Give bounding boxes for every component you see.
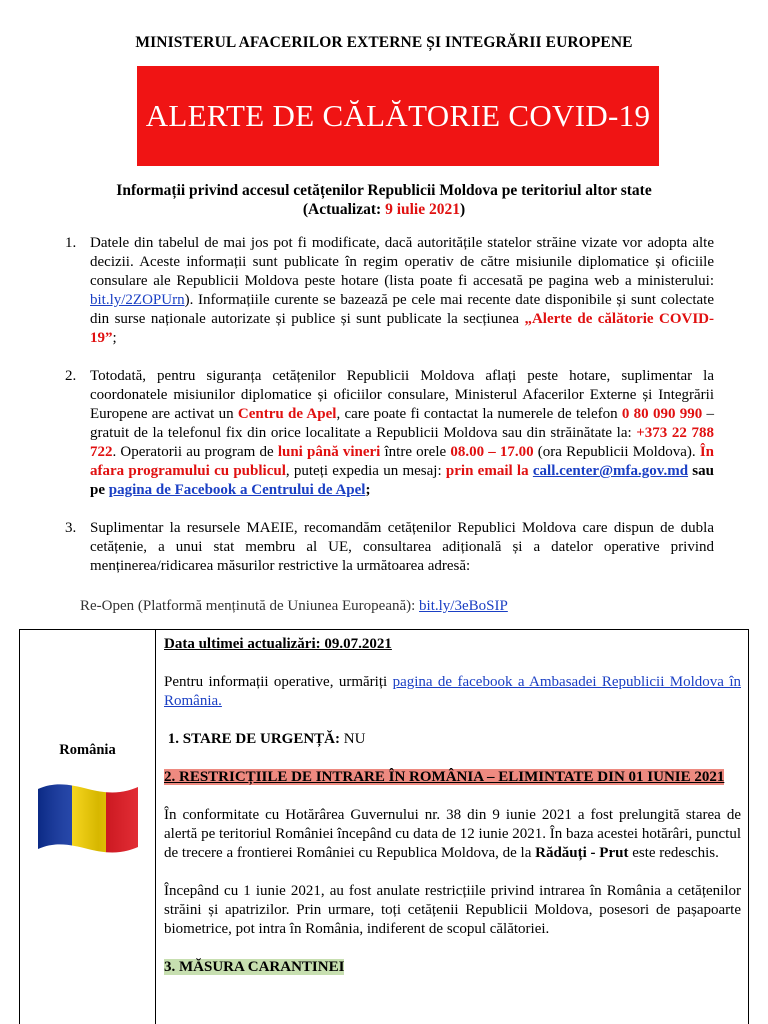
entry-restrictions-heading: 2. RESTRICȚIILE DE INTRARE ÎN ROMÂNIA – ELIMINTATE DIN 01 IUNIE 2021 bbox=[164, 769, 725, 785]
working-hours: 08.00 – 17.00 bbox=[450, 444, 534, 460]
country-info-table bbox=[19, 629, 749, 1024]
last-update: Data ultimei actualizări: 09.07.2021 bbox=[164, 636, 392, 652]
point-text: (ora Republicii Moldova). bbox=[533, 444, 700, 460]
point-text: Totodată, pentru siguranța cetățenilor Republicii Moldova aflați peste hotare, suplimentar la coordonatele misiunilor diplomatice și oficiilor consulare, Ministerul Afacerilor Externe și Integrării Europene are activat un bbox=[90, 368, 714, 422]
free-phone-number: 0 80 090 990 bbox=[621, 406, 703, 422]
list-item bbox=[65, 234, 714, 348]
country-details-cell bbox=[156, 630, 749, 1024]
outside-hours-note: În afara programului cu publicul bbox=[90, 444, 715, 479]
country-name: România bbox=[59, 741, 116, 758]
call-center-email-link[interactable]: call.center@mfa.gov.md bbox=[532, 463, 689, 479]
border-status-text: este redeschis. bbox=[628, 845, 719, 861]
facebook-prefix: Pentru informații operative, urmăriți bbox=[164, 674, 393, 690]
government-decision-text: În conformitate cu Hotărârea Guvernului nr. 38 din 9 iunie 2021 a fost prelungită starea de alertă pe teritoriul României începând cu data de 12 iunie 2021. În baza acestei hotărâri, punctul de trecere a frontierei României cu Republica Moldova, de la bbox=[164, 807, 741, 861]
alerts-section-name: „Alerte de călătorie COVID-19” bbox=[90, 311, 714, 346]
table-row bbox=[20, 630, 749, 1024]
updated-date: 9 iulie 2021 bbox=[385, 201, 460, 218]
point-text: ). Informațiile curente se bazează pe cele mai recente date disponibile și sunt colectate din surse naționale autorizate și publice și sunt publicate la secțiunea bbox=[90, 292, 714, 327]
point-text: între orele bbox=[380, 444, 451, 460]
point-text: , care poate fi contactat la numerele de telefon bbox=[336, 406, 622, 422]
call-center-name: Centru de Apel bbox=[237, 406, 337, 422]
call-center-facebook-link[interactable]: pagina de Facebook a Centrului de Apel bbox=[108, 482, 366, 498]
intl-phone-number: +373 22 788 722 bbox=[90, 425, 714, 460]
point-text: Datele din tabelul de mai jos pot fi modificate, dacă autoritățile statelor străine vizate vor adopta alte decizii. Aceste informații sunt publicate în regim operativ de către misiunile diplomatice și oficiile consulare ale Republicii Moldova peste hotare (lista poate fi accesată pe pagina web a ministerului: bbox=[90, 235, 714, 289]
point-text: , puteți expedia un mesaj: bbox=[285, 463, 446, 479]
ministry-title: MINISTERUL AFACERILOR EXTERNE ȘI INTEGRĂRII EUROPENE bbox=[135, 34, 633, 51]
working-days: luni până vineri bbox=[277, 444, 381, 460]
updated-suffix: ) bbox=[459, 201, 466, 218]
list-item bbox=[65, 519, 714, 576]
point-text: sau pe bbox=[90, 463, 714, 498]
info-points-list bbox=[65, 234, 715, 595]
banner-title: ALERTE DE CĂLĂTORIE COVID-19 bbox=[145, 98, 651, 133]
quarantine-heading: 3. MĂSURA CARANTINEI bbox=[164, 959, 345, 975]
reopen-label: Re-Open (Platformă menținută de Uniunea Europeană): bbox=[80, 598, 420, 614]
border-crossing-name: Rădăuți - Prut bbox=[535, 845, 629, 861]
item-number: 1. bbox=[65, 235, 77, 251]
covid-alert-banner bbox=[137, 66, 659, 166]
restrictions-lifted-text: Începând cu 1 iunie 2021, au fost anulate restricțiile privind intrarea în România a cetățenilor străini și apatrizilor. Prin urmare, toți cetățenii Republicii Moldova, posesori de pașapoarte biometrice, pot intra în România, indiferent de scopul călătoriei. bbox=[164, 883, 741, 937]
item-number: 3. bbox=[65, 520, 77, 536]
point-text: Suplimentar la resursele MAEIE, recomandăm cetățenilor Republici Moldova care dispun de dubla cetățenie, a unui stat membru al UE, consultarea adițională și a datelor operative privind menținerea/ridicarea măsurilor restrictive la următoarea adresă: bbox=[90, 520, 714, 574]
embassy-facebook-link[interactable]: pagina de facebook a Ambasadei Republicii Moldova în România. bbox=[164, 674, 741, 709]
updated-prefix: (Actualizat: bbox=[302, 201, 386, 218]
list-item bbox=[65, 367, 715, 500]
document-subtitle bbox=[60, 181, 708, 219]
subtitle-text: Informații privind accesul cetățenilor Republicii Moldova pe teritoriul altor state bbox=[116, 182, 652, 199]
point-text: – gratuit de la telefonul fix din orice localitate a Republicii Moldova sau din străinătate la: bbox=[90, 406, 715, 441]
emergency-value: NU bbox=[340, 731, 366, 747]
reopen-link[interactable]: bit.ly/3eBoSIP bbox=[419, 598, 508, 614]
romania-flag-icon bbox=[36, 781, 140, 857]
item-number: 2. bbox=[65, 368, 77, 384]
email-prefix: prin email la bbox=[445, 463, 533, 479]
point-text: ; bbox=[365, 482, 371, 498]
reopen-platform bbox=[80, 598, 508, 615]
point-text: ; bbox=[112, 330, 117, 346]
emergency-label: 1. STARE DE URGENȚĂ: bbox=[167, 731, 340, 747]
country-cell bbox=[20, 630, 156, 1024]
point-text: . Operatorii au program de bbox=[112, 444, 278, 460]
ministry-list-link[interactable]: bit.ly/2ZOPUrn bbox=[90, 292, 185, 308]
